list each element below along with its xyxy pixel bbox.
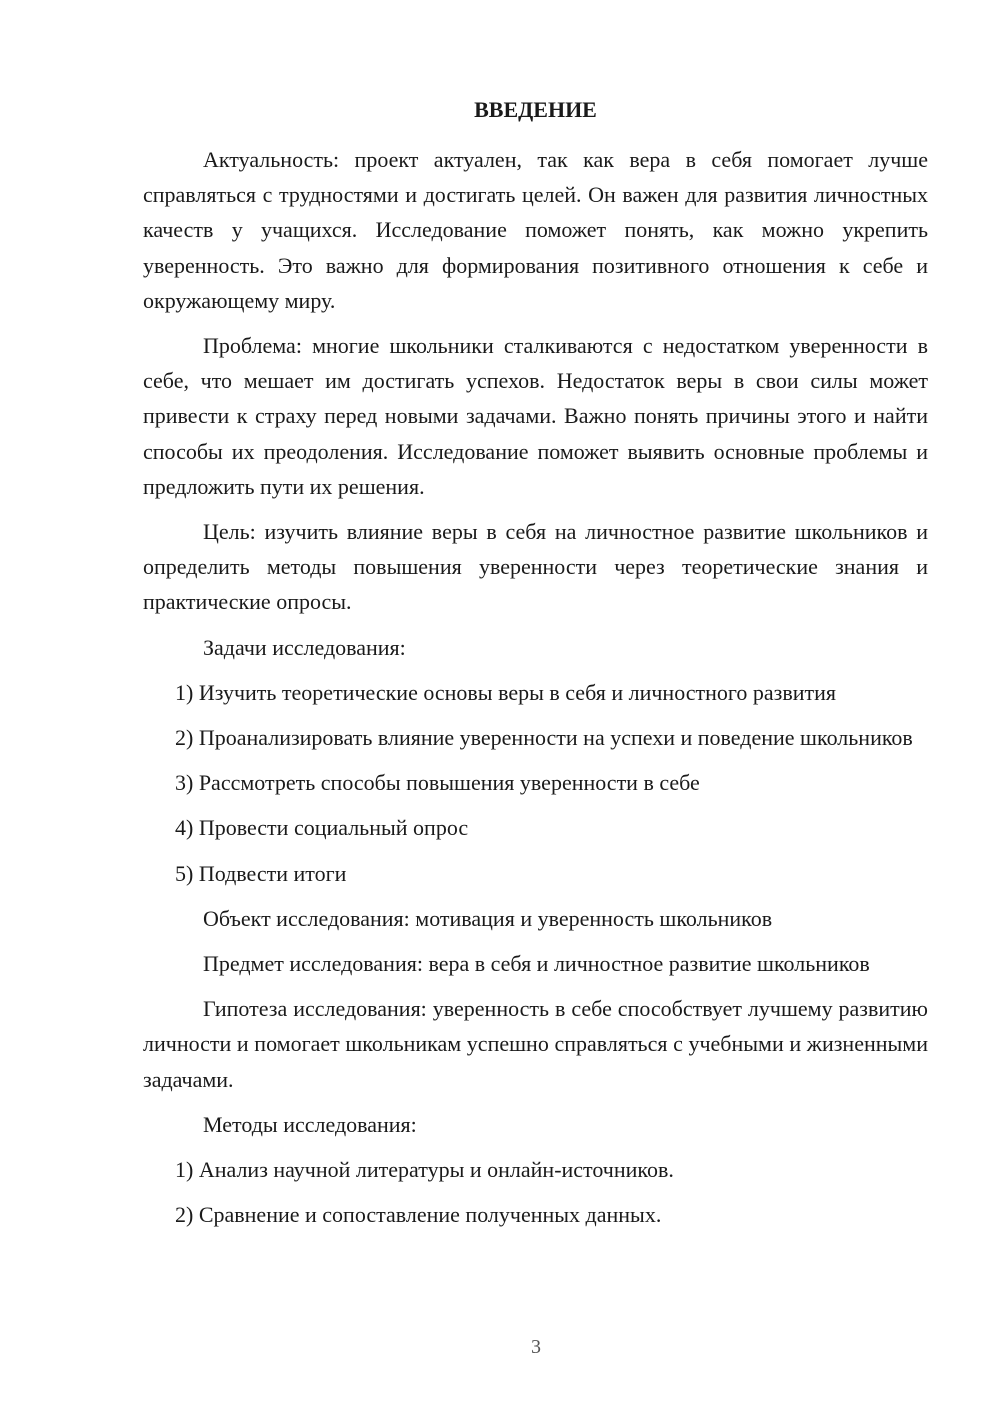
subject-paragraph: Предмет исследования: вера в себя и личностное развитие школьников [203, 951, 870, 977]
task-item: 4) Провести социальный опрос [175, 815, 469, 841]
method-item: 1) Анализ научной литературы и онлайн-источников. [175, 1157, 674, 1183]
document-page [143, 92, 928, 1242]
section-title: ВВЕДЕНИЕ [474, 97, 597, 122]
page-number: 3 [531, 1336, 541, 1358]
problem-paragraph: Проблема: многие школьники сталкиваются с недостатком уверенности в себе, что мешает им достигать успехов. Недостаток веры в свои силы может привести к страху перед новыми задачами. Важно понять причины этого и найти способы их преодоления. Исследование поможет выявить основные проблемы и предложить пути их решения. [143, 333, 928, 499]
object-paragraph: Объект исследования: мотивация и уверенность школьников [203, 905, 773, 931]
tasks-heading: Задачи исследования: [203, 634, 406, 660]
methods-heading: Методы исследования: [203, 1111, 417, 1137]
method-item: 2) Сравнение и сопоставление полученных данных. [175, 1202, 662, 1228]
task-item: 1) Изучить теоретические основы веры в себя и личностного развития [175, 679, 836, 705]
task-item: 2) Проанализировать влияние уверенности на успехи и поведение школьников [175, 725, 913, 751]
task-item: 3) Рассмотреть способы повышения уверенности в себе [175, 770, 700, 796]
goal-paragraph: Цель: изучить влияние веры в себя на личностное развитие школьников и определить методы повышения уверенности через теоретические знания и практические опросы. [143, 519, 928, 615]
hypothesis-paragraph: Гипотеза исследования: уверенность в себе способствует лучшему развитию личности и помогает школьникам успешно справляться с учебными и жизненными задачами. [143, 996, 928, 1092]
relevance-paragraph: Актуальность: проект актуален, так как вера в себя помогает лучше справляться с трудностями и достигать целей. Он важен для развития личностных качеств у учащихся. Исследование поможет понять, как можно укрепить уверенность. Это важно для формирования позитивного отношения к себе и окружающему миру. [143, 147, 928, 313]
task-item: 5) Подвести итоги [175, 860, 347, 886]
